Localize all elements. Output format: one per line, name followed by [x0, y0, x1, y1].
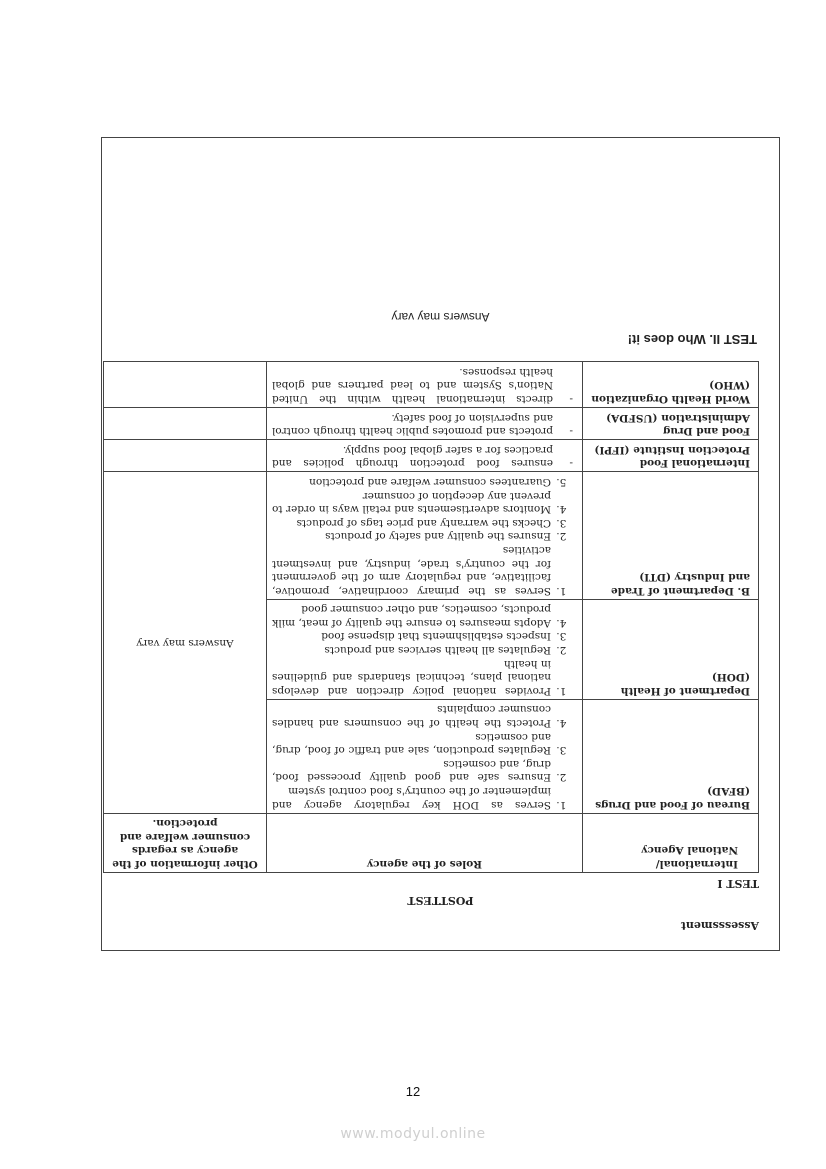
other-info [104, 408, 267, 440]
other-info: Answers may vary [104, 472, 267, 813]
test1-label: TEST I [717, 877, 759, 890]
other-info [104, 362, 267, 408]
role-item: 1. Serves as the primary coordinative, promotive, facilitative, and regulatory arm of the government for the country's trade, industry, and investment activities [272, 542, 553, 596]
agency-name: Food and Drug Administration (USFDA) [583, 408, 759, 440]
role-item: 4. Monitors advertisements and retail ways in order to prevent any deception of consumer [272, 488, 553, 515]
agency-name: International Food Protection Institute (IFPI) [583, 440, 759, 472]
agency-roles [267, 408, 583, 440]
agency-name: Bureau of Food and Drugs (BFAD) [583, 699, 759, 813]
agency-roles [267, 472, 583, 599]
header-other: Other information of the agency as regards consumer welfare and protection. [104, 813, 267, 872]
role-item: 1. Provides national policy direction and develops national plans, technical standards and guidelines in health [272, 656, 553, 697]
role-item: - directs international health within the United Nation's System and to lead partners and global health responses. [272, 364, 553, 405]
page-number: 12 [405, 1084, 421, 1099]
agency-name: B. Department of Trade and Industry (DTI) [583, 472, 759, 599]
agency-name: World Health Organization (WHO) [583, 362, 759, 408]
role-item: 1. Serves as DOH key regulatory agency and implementer of the country's food control system [272, 783, 553, 810]
role-item: 2. Regulates all health services and products [272, 643, 553, 657]
role-item: 3. Inspects establishments that dispense food [272, 629, 553, 643]
role-item: 4. Protects the health of the consumers and handles consumer complaints [272, 702, 553, 729]
agency-table [103, 361, 759, 873]
agency-roles [267, 599, 583, 699]
header-agency [583, 813, 759, 872]
role-item: 5. Guarantees consumer welfare and protection [272, 474, 553, 488]
posttest-title: POSTTEST [407, 894, 474, 907]
table-row [104, 440, 759, 472]
table-header-row [104, 813, 759, 872]
test2-answers: Answers may vary [391, 310, 490, 325]
document-frame [101, 137, 780, 951]
assessment-heading: Assesssment [680, 919, 759, 932]
agency-roles [267, 362, 583, 408]
agency-roles [267, 440, 583, 472]
table-row [104, 408, 759, 440]
rotated-content [102, 138, 779, 950]
header-roles: Roles of the agency [267, 813, 583, 872]
role-item: 3. Checks the warranty and price tags of products [272, 515, 553, 529]
role-item: - protects and promotes public health through control and supervision of food safety. [272, 410, 553, 437]
watermark: www.modyul.online [340, 1126, 486, 1142]
role-item: - ensures food protection through policies and practices for a safer global food supply. [272, 442, 553, 469]
agency-name: Department of Health (DOH) [583, 599, 759, 699]
other-info [104, 440, 267, 472]
role-item: 4. Adopts measures to ensure the quality of meat, milk products, cosmetics, and other consumer good [272, 602, 553, 629]
role-item: 2. Ensures safe and good quality processed food, drug, and cosmetics [272, 756, 553, 783]
header-agency-text: International/ National Agency [641, 844, 738, 870]
test2-label: TEST II. Who does it! [627, 332, 757, 348]
agency-roles [267, 699, 583, 813]
table-row [104, 362, 759, 408]
role-item: 3. Regulates production, sale and traffic of food, drug, and cosmetics [272, 729, 553, 756]
role-item: 2. Ensures the quality and safety of products [272, 529, 553, 543]
table-row [104, 699, 759, 813]
